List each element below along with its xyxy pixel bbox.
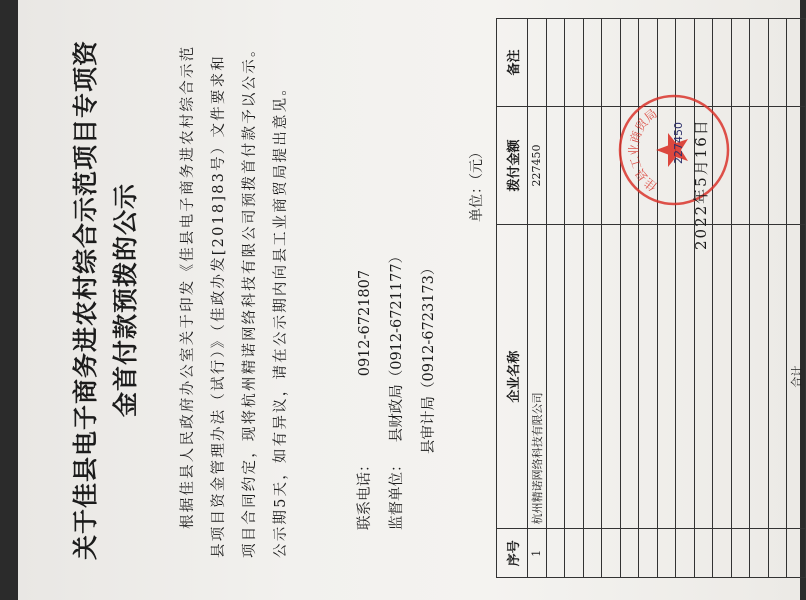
row-company (750, 224, 769, 529)
row-remark (546, 19, 565, 107)
row-amount: 227450 (528, 106, 547, 224)
notice-body: 根据佳县人民政府办公室关于印发《佳县电子商务进农村综合示范县项目资金管理办法（试行）》（佳政办发[2018]83号）文件要求和项目合同约定，现将杭州精诺网络科技有限公司预拨首付款予以公示。公示期5天，如有异议，请在公示期内向县工业商贸局提出意见。 (180, 40, 289, 558)
row-index (731, 529, 750, 578)
row-remark (583, 19, 602, 107)
table-row (565, 19, 584, 578)
table-row (528, 19, 547, 578)
row-company (657, 224, 676, 529)
header-amount: 拨付金额 (497, 106, 528, 224)
row-index (657, 529, 676, 578)
row-company (546, 224, 565, 529)
header-index: 序号 (497, 529, 528, 578)
supervise-row (385, 249, 406, 530)
notice-date: 2022年5月16日 (692, 118, 710, 250)
row-amount (768, 106, 787, 224)
row-amount (565, 106, 584, 224)
row-index: 1 (528, 529, 547, 578)
total-row (787, 19, 806, 578)
audit-bureau: 县审计局（0912-6723173） (421, 260, 437, 454)
row-index (620, 529, 639, 578)
row-company (602, 224, 621, 529)
row-index (694, 529, 713, 578)
total-label: 合计 (787, 224, 806, 529)
supervise-label: 监督单位： (389, 457, 405, 530)
audit-row (417, 261, 438, 454)
row-index (750, 529, 769, 578)
notice-title: 关于佳县电子商务进农村综合示范项目专项资金首付款预拨的公示 (71, 40, 140, 561)
seal-text: 佳县工业商贸局 (627, 106, 660, 194)
row-index (768, 529, 787, 578)
handwritten-amount: 227450 (672, 122, 685, 164)
row-remark (565, 19, 584, 107)
row-remark (750, 19, 769, 107)
table-header-row (497, 19, 528, 578)
row-company (620, 224, 639, 529)
row-company (676, 224, 695, 529)
row-amount (583, 106, 602, 224)
row-index (713, 529, 732, 578)
row-index (676, 529, 695, 578)
row-index (639, 529, 658, 578)
phone-number: 0912-6721807 (357, 269, 373, 377)
row-amount (731, 106, 750, 224)
table-row (546, 19, 565, 578)
document-sheet (18, 0, 803, 600)
row-company (565, 224, 584, 529)
header-remark: 备注 (497, 19, 528, 107)
row-company (713, 224, 732, 529)
header-company: 企业名称 (497, 224, 528, 529)
unit-label: 单位：（元） (469, 145, 485, 222)
finance-bureau: 县财政局（0912-6721177） (389, 248, 405, 443)
row-company (583, 224, 602, 529)
table-row (768, 19, 787, 578)
row-company (639, 224, 658, 529)
phone-row (353, 270, 374, 530)
row-company (731, 224, 750, 529)
table-row (750, 19, 769, 578)
notice-page (18, 0, 803, 600)
row-amount (546, 106, 565, 224)
row-remark (768, 19, 787, 107)
table-row (731, 19, 750, 578)
row-remark (528, 19, 547, 107)
row-company: 杭州精诺网络科技有限公司 (528, 224, 547, 529)
row-index (546, 529, 565, 578)
table-row (583, 19, 602, 578)
phone-label: 联系电话： (357, 457, 373, 530)
row-remark (731, 19, 750, 107)
row-amount (750, 106, 769, 224)
row-index (602, 529, 621, 578)
row-company (768, 224, 787, 529)
row-company (694, 224, 713, 529)
row-index (565, 529, 584, 578)
row-index (583, 529, 602, 578)
